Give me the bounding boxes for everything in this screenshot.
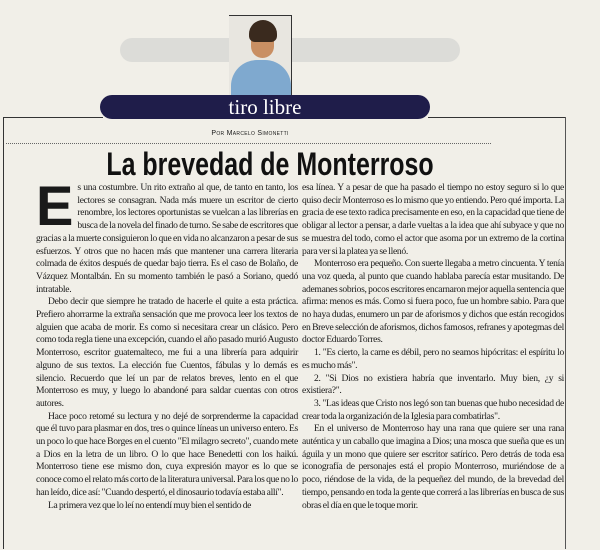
frame-border-top <box>3 117 103 118</box>
paragraph: La primera vez que lo leí no entendí muy bien el sentido de <box>48 499 252 511</box>
paragraph-text: s una costumbre. Un rito extraño al que, de tanto en tanto, los lectores se consagran. Nada más muere un escritor de cierto renombre, los lectores oportunistas se vuelcan a las librerías en busca de la novela del finado de turno. Se sabe de escritores que gracias a la muerte consiguieron lo que en vida no alcanzaron a pesar de sus esfuerzos. Y otros que no hacen más que mantener una carrera literaria colmada de éxitos después de quedar bajo tierra. Es el caso de Bolaño, de Vázquez Montalbán. En su momento también le pasó a Soriano, quedó intratable. <box>36 182 298 295</box>
aphorism-1: 1. "Es cierto, la carne es débil, pero no seamos hipócritas: el espíritu lo es mucho más". <box>302 347 564 371</box>
frame-border-right <box>565 117 566 549</box>
article-column-left <box>36 174 298 512</box>
divider <box>6 143 491 144</box>
frame-border-top-right <box>428 117 566 118</box>
paragraph <box>36 174 298 296</box>
paragraph: Hace poco retomé su lectura y no dejé de sorprenderme la capacidad que él tuvo para plasmar en dos, tres o quince líneas un universo entero. Es un poco lo que hace Borges en el cuento "El milagro secreto", cuando mete a Dios en la letra de un libro. O lo que hace Benedetti con los haikú. Monterroso tiene ese mismo don, cuya expresión mayor es lo que se conoce como el relato más corto de la literatura universal. Para los que no lo han leído, dice así: "Cuando despertó, el dinosaurio todavía estaba allí". <box>36 410 298 498</box>
paragraph: Monterroso era pequeño. Con suerte llegaba a metro cincuenta. Y tenía una voz queda, al punto que cuando hablaba parecía estar musitando. De ademanes sobrios, pocos escritores encarnaron mejor aquella sentencia que afirma: menos es más. Como si fuera poco, fue un hombre sabio. Para que no haya dudas, enumero un par de aforismos y dichos que están recogidos en Breve selección de aforismos, dichos famosos, refranes y apotegmas del doctor Eduardo Torres. <box>302 258 564 346</box>
section-label: tiro libre <box>100 95 430 119</box>
drop-cap: E <box>36 174 74 237</box>
byline: Por Marcelo Simonetti <box>211 130 289 137</box>
frame-border-left <box>3 117 4 549</box>
paragraph: Debo decir que siempre he tratado de hacerle el quite a esta práctica. Prefiero ahorrarme la extraña sensación que me provoca leer los textos de alguien que acaba de morir. Es como si necesitara crear un clásico. Pero como toda regla tiene una excepción, cuando el año pasado murió Augusto Monterroso, escritor guatemalteco, me fui a una librería para adquirir alguno de sus textos. La elección fue Cuentos, fábulas y lo demás es silencio. Recuerdo que leí un par de relatos breves, lento en el que Monterroso es muy, y luego lo abandoné para saldar cuentas con otros autores. <box>36 296 298 409</box>
author-photo-hair <box>249 20 277 42</box>
author-photo-shirt <box>231 60 291 98</box>
author-photo <box>229 15 292 98</box>
article-column-right <box>302 182 564 512</box>
article-title: La brevedad de Monterroso <box>106 146 434 182</box>
aphorism-2: 2. "Si Dios no existiera habría que inventarlo. Muy bien, ¿y si existiera?". <box>302 372 564 397</box>
aphorism-3: 3. "Las ideas que Cristo nos legó son tan buenas que hubo necesidad de crear toda la organización de la Iglesia para combatirlas". <box>302 397 564 422</box>
paragraph: esa línea. Y a pesar de que ha pasado el tiempo no estoy seguro si lo que quiso decir Monterroso es lo mismo que yo entiendo. Pero qué importa. La gracia de ese texto radica precisamente en eso, en la capacidad que tiene de obligar al lector a pensar, a darle vueltas a la idea que ahí subyace y que no se muestra del todo, como el actor que asoma por un extremo de la cortina para ver si la platea ya se llenó. <box>302 182 564 257</box>
paragraph: En el universo de Monterroso hay una rana que quiere ser una rana auténtica y un caballo que imagina a Dios; una mosca que sueña que es un águila y un mono que quiere ser escritor satírico. Pero detrás de toda esa iconografía de personajes está el propio Monterroso, muriéndose de a poco, riéndose de la vida, de la pequeñez del mundo, de la brevedad del tiempo, pensando en toda la gente que correrá a las librerías en busca de sus obras el día en que le toque morir. <box>302 423 564 511</box>
